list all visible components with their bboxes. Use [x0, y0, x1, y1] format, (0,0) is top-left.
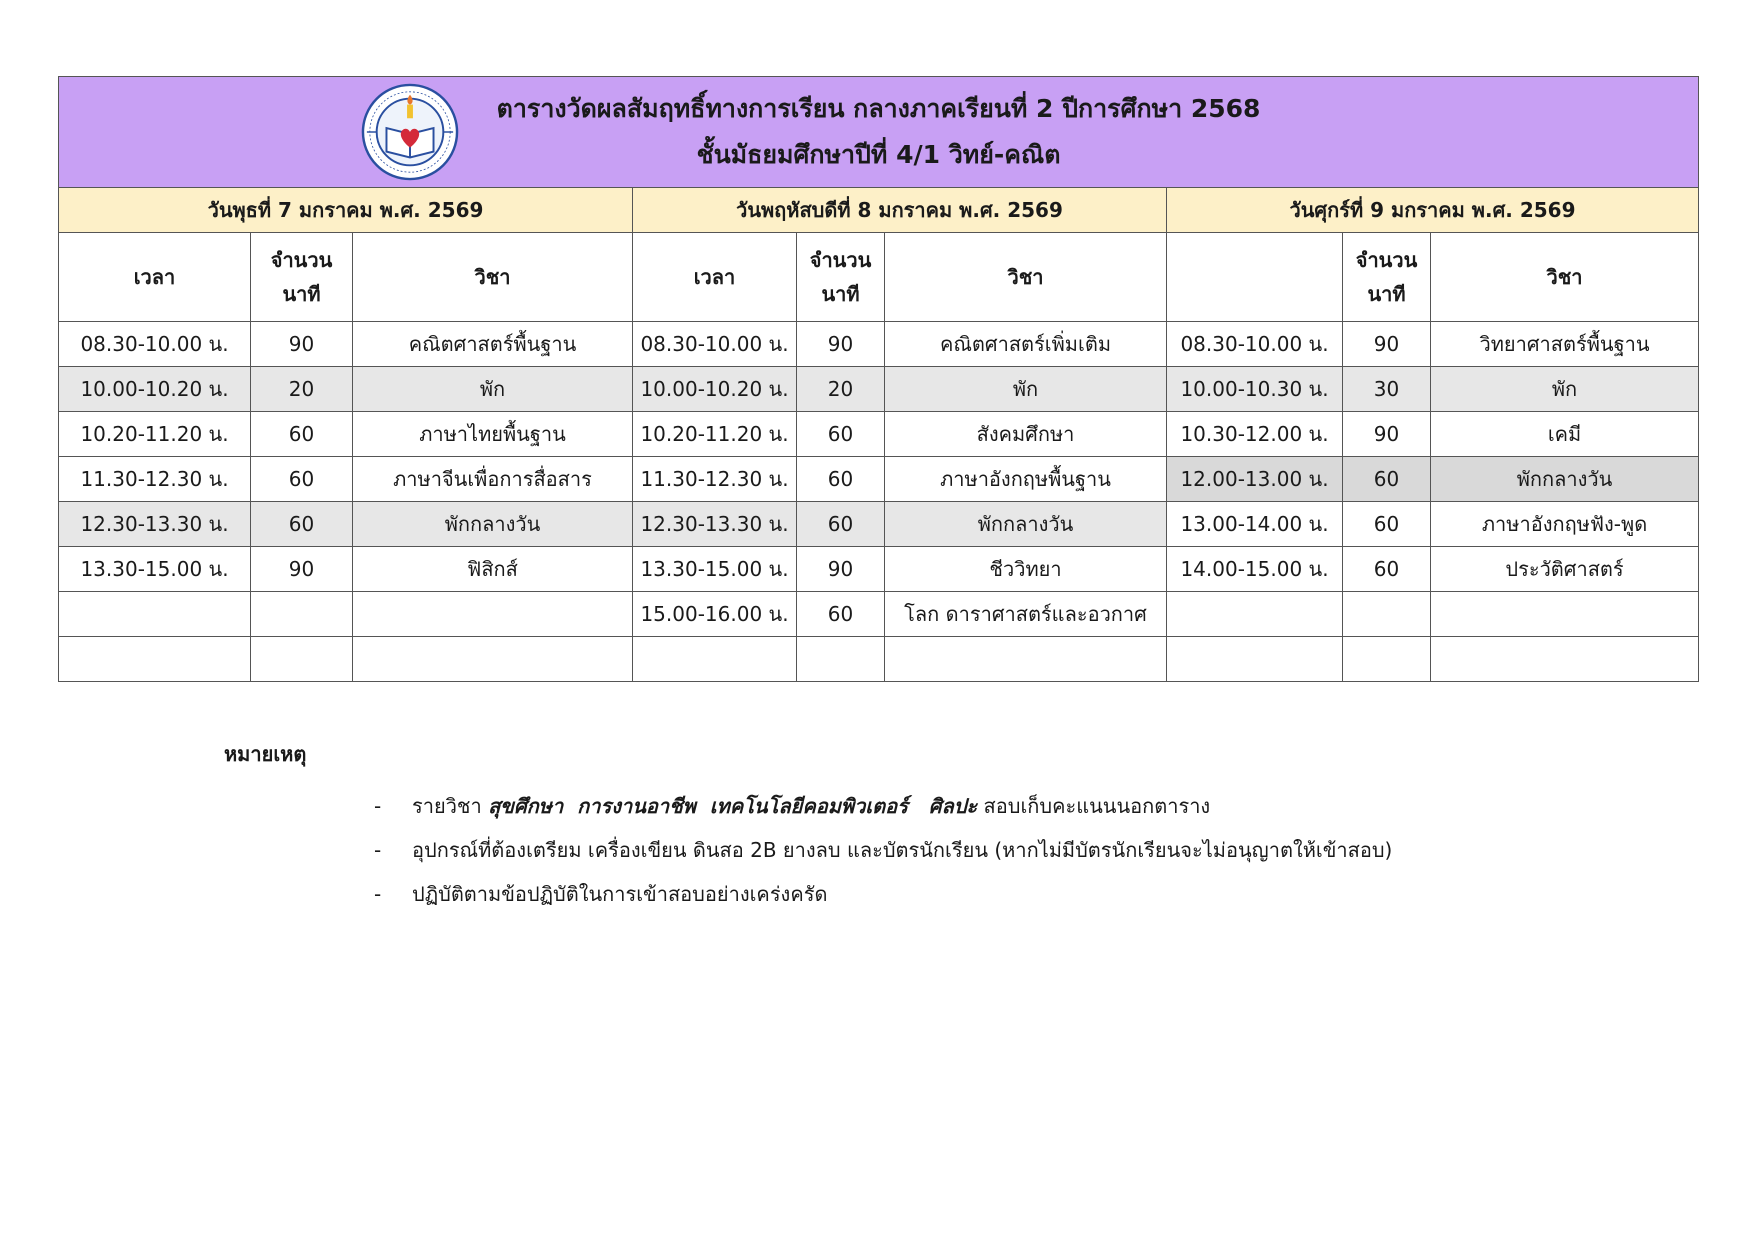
subject-cell: พัก	[1431, 367, 1699, 412]
column-header-subject: วิชา	[885, 233, 1167, 322]
minutes-header-line1: จำนวน	[270, 248, 333, 272]
time-cell: 08.30-10.00 น.	[59, 322, 251, 367]
day-header-thursday: วันพฤหัสบดีที่ 8 มกราคม พ.ศ. 2569	[633, 188, 1167, 233]
subject-cell: พัก	[885, 367, 1167, 412]
table-row	[59, 547, 1699, 592]
minutes-cell: 60	[797, 502, 885, 547]
time-cell: 11.30-12.30 น.	[633, 457, 797, 502]
minutes-cell: 90	[1343, 412, 1431, 457]
time-cell: 12.30-13.30 น.	[59, 502, 251, 547]
note-prefix: รายวิชา	[412, 794, 482, 818]
subject-cell: พักกลางวัน	[885, 502, 1167, 547]
subject-cell: ฟิสิกส์	[353, 547, 633, 592]
subject-cell: พักกลางวัน	[353, 502, 633, 547]
minutes-cell: 60	[1343, 457, 1431, 502]
time-cell: 12.00-13.00 น.	[1167, 457, 1343, 502]
time-cell: 10.30-12.00 น.	[1167, 412, 1343, 457]
school-logo-icon	[361, 83, 459, 181]
subject-cell	[1431, 637, 1699, 682]
exam-schedule-sheet	[58, 76, 1698, 682]
note-dash: -	[374, 838, 382, 862]
notes-section	[224, 738, 1392, 916]
subject-cell	[885, 637, 1167, 682]
time-cell	[59, 592, 251, 637]
note-subjects: สุขศึกษา การงานอาชีพ เทคโนโลยีคอมพิวเตอร์ ศิลปะ	[488, 794, 978, 818]
table-row	[59, 637, 1699, 682]
time-cell: 08.30-10.00 น.	[633, 322, 797, 367]
subject-cell: คณิตศาสตร์พื้นฐาน	[353, 322, 633, 367]
column-header-time: เวลา	[59, 233, 251, 322]
minutes-cell	[1343, 637, 1431, 682]
table-row	[59, 592, 1699, 637]
time-cell: 08.30-10.00 น.	[1167, 322, 1343, 367]
time-cell: 10.20-11.20 น.	[59, 412, 251, 457]
subject-cell: พัก	[353, 367, 633, 412]
minutes-header-line1: จำนวน	[1355, 248, 1418, 272]
page-subtitle: ชั้นมัธยมศึกษาปีที่ 4/1 วิทย์-คณิต	[696, 140, 1061, 169]
minutes-cell: 60	[797, 412, 885, 457]
column-header-time: เวลา	[633, 233, 797, 322]
subject-cell	[353, 637, 633, 682]
table-row	[59, 502, 1699, 547]
minutes-cell: 60	[251, 412, 353, 457]
minutes-cell: 90	[251, 547, 353, 592]
minutes-header-line1: จำนวน	[809, 248, 872, 272]
column-header-minutes	[797, 233, 885, 322]
title-header	[59, 77, 1699, 188]
note-suffix: สอบเก็บคะแนนนอกตาราง	[983, 794, 1211, 818]
table-row	[59, 367, 1699, 412]
subject-cell: ชีววิทยา	[885, 547, 1167, 592]
time-cell	[633, 637, 797, 682]
day-header-friday: วันศุกร์ที่ 9 มกราคม พ.ศ. 2569	[1167, 188, 1699, 233]
time-cell: 13.00-14.00 น.	[1167, 502, 1343, 547]
time-cell: 12.30-13.30 น.	[633, 502, 797, 547]
table-row	[59, 412, 1699, 457]
time-cell: 13.30-15.00 น.	[633, 547, 797, 592]
column-header-subject: วิชา	[1431, 233, 1699, 322]
subject-cell: เคมี	[1431, 412, 1699, 457]
column-header-subject: วิชา	[353, 233, 633, 322]
note-item	[224, 828, 1392, 872]
minutes-cell: 60	[797, 457, 885, 502]
note-item	[224, 872, 1392, 916]
minutes-cell	[1343, 592, 1431, 637]
note-text: ปฏิบัติตามข้อปฏิบัติในการเข้าสอบอย่างเคร่งครัด	[412, 882, 828, 906]
time-cell: 10.00-10.20 น.	[59, 367, 251, 412]
minutes-header-line2: นาที	[282, 282, 321, 306]
subject-cell: โลก ดาราศาสตร์และอวกาศ	[885, 592, 1167, 637]
time-cell: 10.00-10.30 น.	[1167, 367, 1343, 412]
time-cell	[1167, 592, 1343, 637]
subject-cell: พักกลางวัน	[1431, 457, 1699, 502]
minutes-header-line2: นาที	[821, 282, 860, 306]
minutes-cell: 90	[797, 547, 885, 592]
column-header-minutes	[1343, 233, 1431, 322]
day-header-wednesday: วันพุธที่ 7 มกราคม พ.ศ. 2569	[59, 188, 633, 233]
notes-title: หมายเหตุ	[224, 742, 307, 766]
exam-schedule-table	[58, 76, 1699, 682]
minutes-cell: 30	[1343, 367, 1431, 412]
subject-cell: ภาษาอังกฤษฟัง-พูด	[1431, 502, 1699, 547]
subject-cell: ภาษาจีนเพื่อการสื่อสาร	[353, 457, 633, 502]
minutes-cell: 60	[797, 592, 885, 637]
note-dash: -	[374, 882, 382, 906]
note-dash: -	[374, 794, 382, 818]
subject-cell	[353, 592, 633, 637]
minutes-cell	[797, 637, 885, 682]
time-cell: 10.00-10.20 น.	[633, 367, 797, 412]
minutes-cell	[251, 592, 353, 637]
minutes-cell: 60	[251, 502, 353, 547]
time-cell	[59, 637, 251, 682]
time-cell	[1167, 637, 1343, 682]
minutes-cell: 90	[251, 322, 353, 367]
time-cell: 10.20-11.20 น.	[633, 412, 797, 457]
minutes-cell: 60	[1343, 502, 1431, 547]
minutes-header-line2: นาที	[1367, 282, 1406, 306]
time-cell: 11.30-12.30 น.	[59, 457, 251, 502]
subject-cell: ภาษาไทยพื้นฐาน	[353, 412, 633, 457]
subject-cell: คณิตศาสตร์เพิ่มเติม	[885, 322, 1167, 367]
subject-cell	[1431, 592, 1699, 637]
column-header-minutes	[251, 233, 353, 322]
column-header-time	[1167, 233, 1343, 322]
table-row	[59, 457, 1699, 502]
time-cell: 13.30-15.00 น.	[59, 547, 251, 592]
minutes-cell: 90	[1343, 322, 1431, 367]
note-item	[224, 784, 1392, 828]
note-text: อุปกรณ์ที่ต้องเตรียม เครื่องเขียน ดินสอ 2B ยางลบ และบัตรนักเรียน (หากไม่มีบัตรนักเรียนจะไม่อนุญาตให้เข้าสอบ)	[412, 838, 1393, 862]
subject-cell: ภาษาอังกฤษพื้นฐาน	[885, 457, 1167, 502]
minutes-cell: 90	[797, 322, 885, 367]
minutes-cell: 60	[251, 457, 353, 502]
subject-cell: วิทยาศาสตร์พื้นฐาน	[1431, 322, 1699, 367]
page-title: ตารางวัดผลสัมฤทธิ์ทางการเรียน กลางภาคเรียนที่ 2 ปีการศึกษา 2568	[496, 94, 1261, 123]
table-row	[59, 322, 1699, 367]
time-cell: 15.00-16.00 น.	[633, 592, 797, 637]
subject-cell: ประวัติศาสตร์	[1431, 547, 1699, 592]
time-cell: 14.00-15.00 น.	[1167, 547, 1343, 592]
minutes-cell: 20	[797, 367, 885, 412]
minutes-cell: 20	[251, 367, 353, 412]
subject-cell: สังคมศึกษา	[885, 412, 1167, 457]
minutes-cell	[251, 637, 353, 682]
minutes-cell: 60	[1343, 547, 1431, 592]
